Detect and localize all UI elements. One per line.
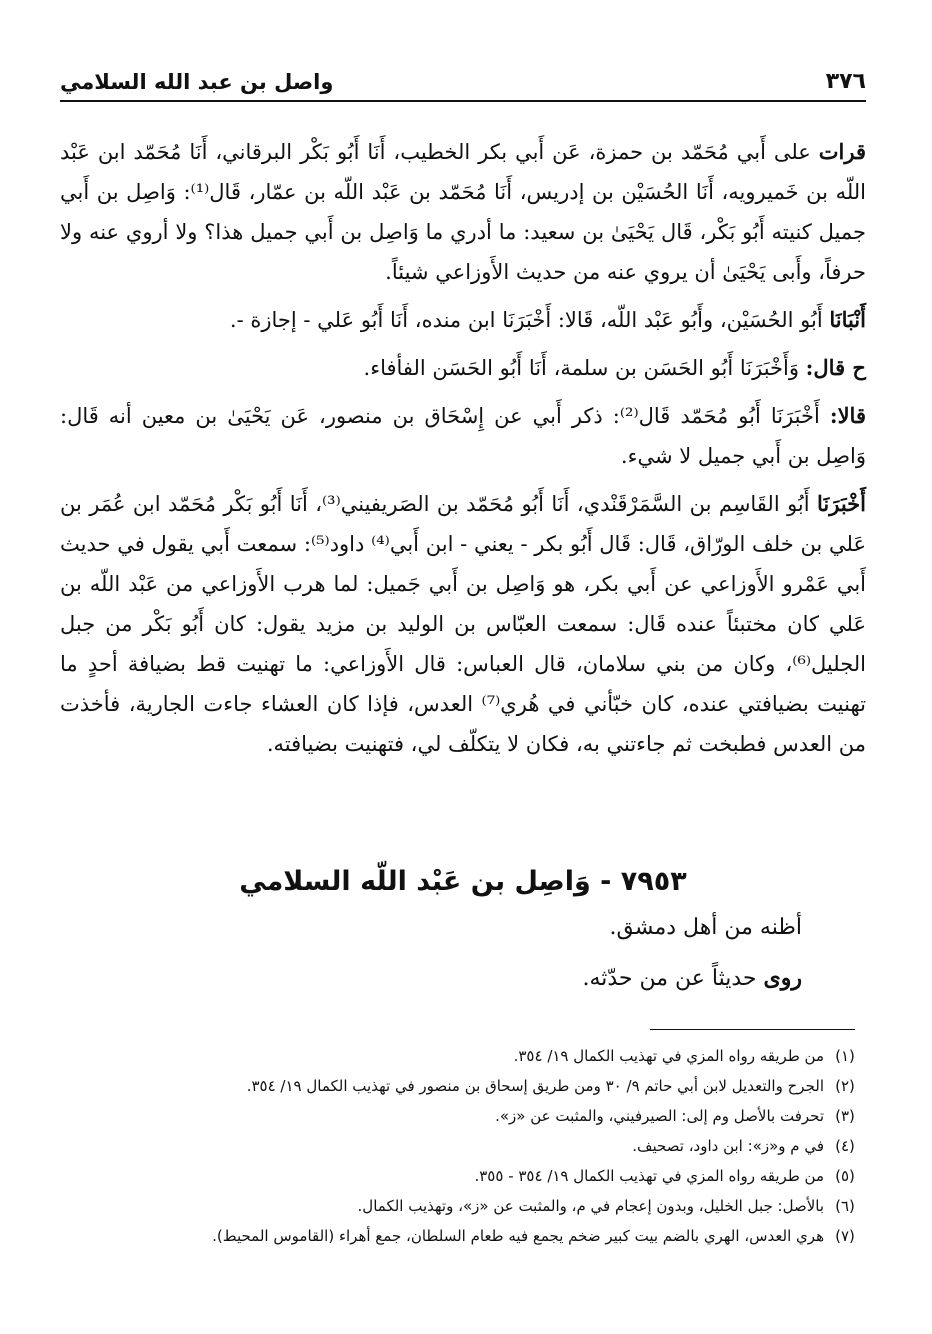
footnote — [60, 1131, 866, 1161]
paragraph-text: على أَبي مُحَمّد بن حمزة، عَن أَبي بكر الخطيب، أَنَا أَبُو بَكْر البرقاني، أَنَا مُحَمّد ابن عَبْد اللّه بن خَميرويه، أَنَا الحُسَيْن بن إدريس، أَنَا مُحَمّد بن عَبْد اللّه بن عمّار، قَال⁽¹⁾: وَاصِل بن أَبي جميل كنيته أَبُو بَكْر، قَال يَحْيَىٰ بن سعيد: ما أدري ما وَاصِل بن أَبي جميل هذا؟ ولا أروي عنه ولا حرفاً، وأَبى يَحْيَىٰ أن يروي عنه من حديث الأَوزاعي شيئاً. — [60, 140, 867, 284]
page-header — [60, 62, 866, 102]
footnote-number: (٣) — [835, 1107, 855, 1125]
running-title: واصل بن عبد الله السلامي — [60, 70, 334, 94]
footnote — [60, 1041, 866, 1071]
footnote — [60, 1071, 866, 1101]
entry-text: حديثاً عن من حدّثه. — [582, 966, 764, 991]
footnote-text: من طريقه رواه المزي في تهذيب الكمال ١٩/ ٣٥٤ - ٣٥٥. — [474, 1167, 824, 1185]
paragraph — [60, 484, 866, 764]
paragraph-text: وَأَخْبَرَنَا أَبُو الحَسَن بن سلمة، أَنَا أَبُو الحَسَن الفأفاء. — [363, 356, 806, 380]
paragraph — [60, 300, 866, 340]
paragraph — [60, 396, 866, 476]
paragraph-text: أَخْبَرَنَا أَبُو مُحَمّد قَال⁽²⁾: ذكر أَبي عن إِسْحَاق بن منصور، عَن يَحْيَىٰ بن معين أنه قَال: وَاصِل بن أَبي جميل لا شيء. — [60, 404, 866, 468]
footnote-number: (١) — [835, 1047, 855, 1065]
footnote-number: (٢) — [835, 1077, 855, 1095]
footnote — [60, 1101, 866, 1131]
paragraph-text: أَبُو الحُسَيْن، وأَبُو عَبْد اللّه، قَالا: أَخْبَرَنَا ابن منده، أَنَا أَبُو عَلي - إجازة -. — [229, 308, 830, 332]
paragraph-lead: قرات — [818, 139, 866, 164]
footnote — [60, 1221, 866, 1251]
entry-line: أظنه من أهل دمشق. — [609, 915, 802, 940]
footnote-text: الجرح والتعديل لابن أبي حاتم ٩/ ٣٠ ومن طريق إسحاق بن منصور في تهذيب الكمال ١٩/ ٣٥٤. — [246, 1077, 824, 1095]
entry-heading: ٧٩٥٣ - وَاصِل بن عَبْد اللّه السلامي — [239, 866, 687, 897]
footnote-text: بالأصل: جبل الخليل، وبدون إعجام في م، والمثبت عن «ز»، وتهذيب الكمال. — [357, 1197, 824, 1215]
paragraph-lead: ح قال: — [805, 355, 866, 380]
footnote-number: (٤) — [835, 1137, 855, 1155]
footnote-number: (٥) — [835, 1167, 855, 1185]
main-text — [60, 132, 866, 764]
paragraph-lead: قالا: — [829, 403, 866, 428]
paragraph — [60, 348, 866, 388]
footnote-text: تحرفت بالأصل وم إلى: الصيرفيني، والمثبت عن «ز». — [495, 1107, 824, 1125]
footnotes — [60, 1041, 866, 1251]
footnote-number: (٦) — [835, 1197, 855, 1215]
footnote — [60, 1161, 866, 1191]
footnote-number: (٧) — [835, 1227, 855, 1245]
entry-lead: روى — [763, 965, 802, 991]
paragraph-lead: أَخْبَرَنَا — [817, 491, 866, 516]
paragraph-lead: أَنْبَانَا — [829, 307, 866, 332]
footnote-divider — [650, 1029, 855, 1030]
paragraph-text: أَبُو القَاسِم بن السَّمَرْقَنْدي، أَنَا أَبُو مُحَمّد بن الصَريفيني⁽³⁾، أَنَا أَبُو بَكْر مُحَمّد ابن عُمَر بن عَلي بن خلف الورّاق، قَال: قَال أَبُو بكر - يعني - ابن أَبي⁽⁴⁾ داود⁽⁵⁾: سمعت أَبي يقول في حديث أَبي عَمْرو الأَوزاعي عن أَبي بكر، هو وَاصِل بن أَبي جَميل: لما هرب الأَوزاعي من عَبْد اللّه بن عَلي كان مختبئاً عنده قَال: سمعت العبّاس بن الوليد بن مزيد يقول: كان أَبُو بَكْر من جبل الجليل⁽⁶⁾، وكان من بني سلامان، قال العباس: قال الأَوزاعي: ما تهنيت قط بضيافة أحدٍ ما تهنيت بضيافتي عنده، كان خبّأني في هُري⁽⁷⁾ العدس، فإذا كان العشاء جاءت الجارية، فأخذت من العدس فطبخت ثم جاءتني به، فكان لا يتكلّف لي، فتهنيت بضيافته. — [60, 492, 866, 756]
footnote-text: من طريقه رواه المزي في تهذيب الكمال ١٩/ ٣٥٤. — [513, 1047, 824, 1065]
entry-line — [582, 965, 802, 991]
footnote — [60, 1191, 866, 1221]
page-number: ٣٧٦ — [825, 69, 866, 94]
footnote-text: في م و«ز»: ابن داود، تصحيف. — [632, 1137, 824, 1155]
footnote-text: هري العدس، الهري بالضم بيت كبير ضخم يجمع فيه طعام السلطان، جمع أهراء (القاموس المحيط). — [212, 1227, 824, 1245]
paragraph — [60, 132, 866, 292]
